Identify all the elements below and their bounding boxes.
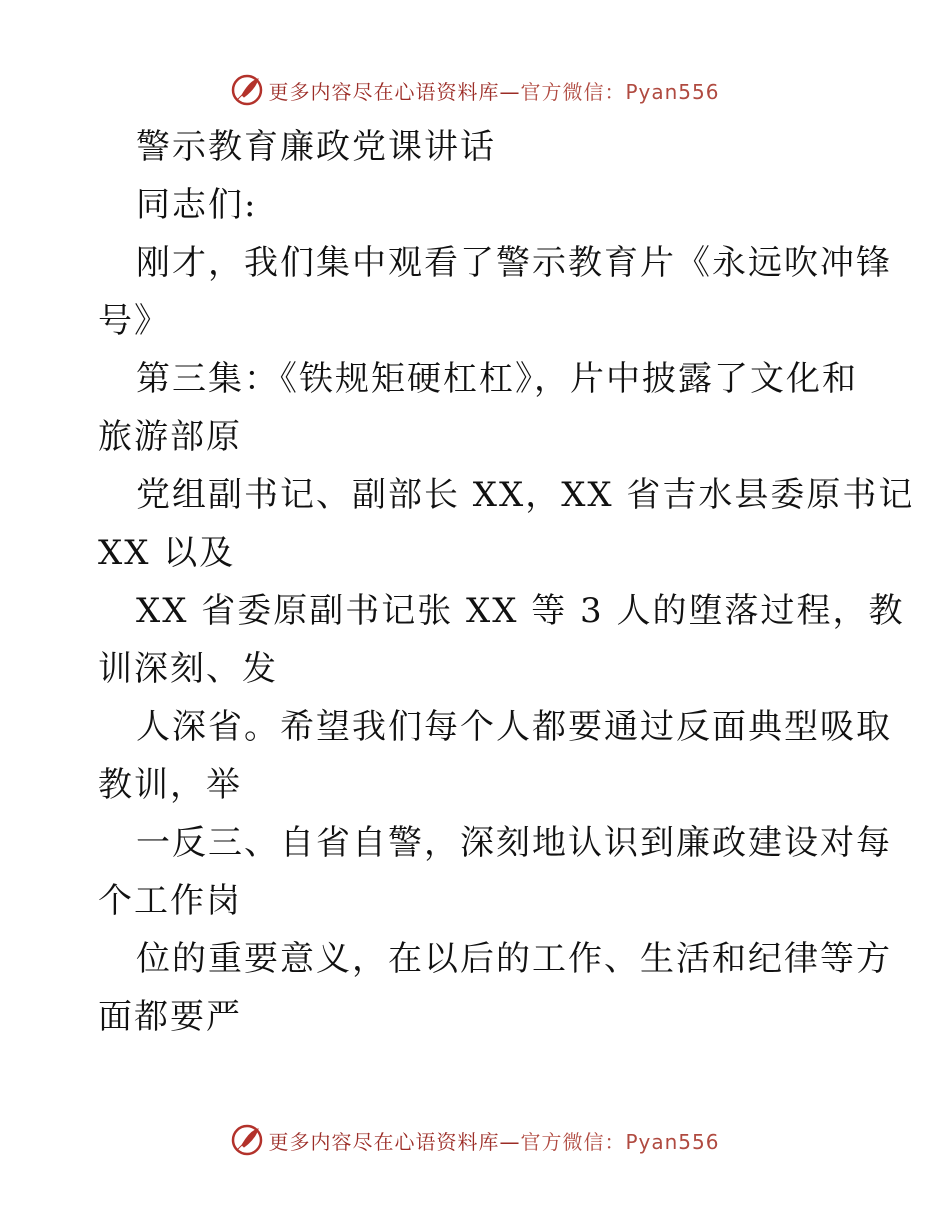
paragraph-line: 训深刻、发 (98, 649, 278, 689)
banner-text: 更多内容尽在心语资料库— (268, 1129, 521, 1154)
paragraph-line: XX 省委原副书记张 XX 等 3 人的堕落过程，教 (136, 591, 905, 631)
paragraph-line: 面都要严 (98, 997, 242, 1037)
paragraph-line: 个工作岗 (98, 881, 242, 921)
paragraph-line: 人深省。希望我们每个人都要通过反面典型吸取 (136, 707, 892, 747)
paragraph-line: 旅游部原 (98, 417, 242, 457)
banner-wechat: 官方微信：Pyan556 (520, 1129, 720, 1154)
header-banner (0, 70, 950, 110)
document-title: 警示教育廉政党课讲话 (136, 127, 496, 167)
paragraph-line: 号》 (98, 301, 170, 341)
feather-logo-icon (230, 1123, 264, 1157)
paragraph-line: 刚才，我们集中观看了警示教育片《永远吹冲锋 (136, 243, 892, 283)
banner-wechat: 官方微信：Pyan556 (520, 79, 720, 104)
banner-text: 更多内容尽在心语资料库— (268, 79, 521, 104)
paragraph-line: 位的重要意义，在以后的工作、生活和纪律等方 (136, 939, 892, 979)
feather-logo-icon (230, 73, 264, 107)
paragraph-line: 第三集：《铁规矩硬杠杠》，片中披露了文化和 (136, 359, 858, 399)
paragraph-line: 一反三、自省自警，深刻地认识到廉政建设对每 (136, 823, 892, 863)
paragraph-line: 教训，举 (98, 765, 242, 805)
document-body (98, 118, 915, 1046)
paragraph-line: 党组副书记、副部长 XX，XX 省吉水县委原书记 (136, 475, 915, 515)
paragraph-line: XX 以及 (98, 533, 236, 573)
footer-banner (0, 1120, 950, 1160)
paragraph-line: 同志们: (136, 185, 258, 225)
